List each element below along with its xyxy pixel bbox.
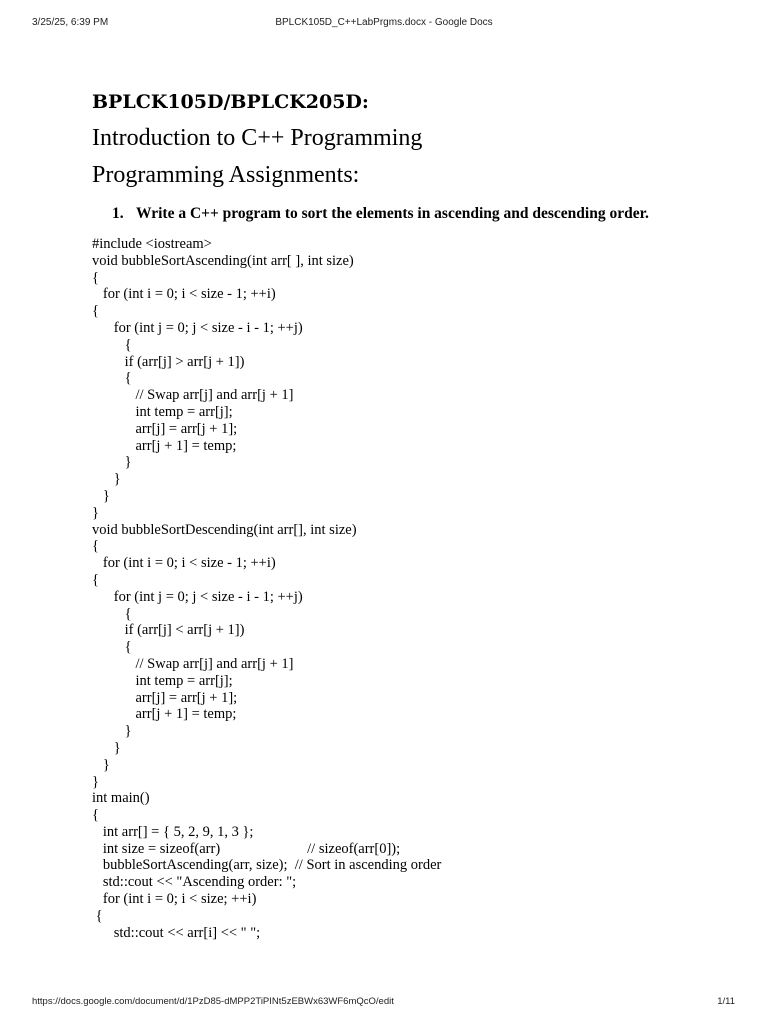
- code-line: // Swap arr[j] and arr[j + 1]: [92, 655, 294, 672]
- print-header: [0, 17, 768, 31]
- code-line: for (int i = 0; i < size - 1; ++i): [92, 555, 276, 572]
- section-heading: Programming Assignments:: [92, 162, 360, 188]
- question-number: 1.: [112, 205, 124, 222]
- code-line: {: [92, 571, 99, 588]
- code-line: {: [92, 336, 132, 353]
- code-line: for (int i = 0; i < size - 1; ++i): [92, 286, 276, 303]
- code-line: }: [92, 504, 99, 521]
- page-counter: 1/11: [717, 996, 735, 1007]
- course-code-heading: BPLCK105D/BPLCK205D:: [92, 91, 369, 113]
- code-line: arr[j + 1] = temp;: [92, 437, 237, 454]
- code-line: void bubbleSortAscending(int arr[ ], int size): [92, 252, 354, 269]
- code-line: }: [92, 487, 110, 504]
- code-line: std::cout << arr[i] << " ";: [92, 924, 261, 941]
- code-line: {: [92, 605, 132, 622]
- code-line: {: [92, 370, 132, 387]
- question-item: [92, 194, 712, 234]
- code-line: if (arr[j] > arr[j + 1]): [92, 353, 245, 370]
- code-line: arr[j] = arr[j + 1];: [92, 689, 238, 706]
- code-line: int size = sizeof(arr) // sizeof(arr[0]);: [92, 840, 401, 857]
- code-line: arr[j + 1] = temp;: [92, 706, 237, 723]
- code-listing: [92, 236, 712, 941]
- document-url: https://docs.google.com/document/d/1PzD85-dMPP2TiPINt5zEBWx63WF6mQcO/edit: [32, 996, 394, 1007]
- code-line: {: [92, 907, 103, 924]
- code-line: bubbleSortAscending(arr, size); // Sort in ascending order: [92, 857, 442, 874]
- code-line: }: [92, 739, 121, 756]
- print-doc-title: BPLCK105D_C++LabPrgms.docx - Google Docs: [275, 17, 493, 28]
- code-line: }: [92, 723, 132, 740]
- code-line: arr[j] = arr[j + 1];: [92, 420, 238, 437]
- code-line: for (int j = 0; j < size - i - 1; ++j): [92, 319, 303, 336]
- code-line: std::cout << "Ascending order: ";: [92, 874, 297, 891]
- code-line: {: [92, 639, 132, 656]
- code-line: {: [92, 538, 99, 555]
- code-line: // Swap arr[j] and arr[j + 1]: [92, 387, 294, 404]
- print-datetime: 3/25/25, 6:39 PM: [32, 17, 109, 28]
- code-line: int main(): [92, 790, 150, 807]
- print-footer: [0, 996, 768, 1010]
- code-line: int temp = arr[j];: [92, 403, 233, 420]
- document-page: [92, 84, 712, 941]
- code-line: if (arr[j] < arr[j + 1]): [92, 622, 245, 639]
- code-line: int temp = arr[j];: [92, 672, 233, 689]
- code-line: int arr[] = { 5, 2, 9, 1, 3 };: [92, 823, 254, 840]
- code-line: {: [92, 303, 99, 320]
- code-line: for (int j = 0; j < size - i - 1; ++j): [92, 588, 303, 605]
- code-line: void bubbleSortDescending(int arr[], int size): [92, 521, 357, 538]
- code-line: }: [92, 471, 121, 488]
- code-line: }: [92, 773, 99, 790]
- course-name-heading: Introduction to C++ Programming: [92, 125, 423, 151]
- code-line: {: [92, 269, 99, 286]
- code-line: }: [92, 756, 110, 773]
- question-text: Write a C++ program to sort the elements in ascending and descending order.: [136, 205, 649, 222]
- code-line: for (int i = 0; i < size; ++i): [92, 891, 257, 908]
- code-line: }: [92, 454, 132, 471]
- code-line: {: [92, 807, 99, 824]
- code-line: #include <iostream>: [92, 236, 212, 252]
